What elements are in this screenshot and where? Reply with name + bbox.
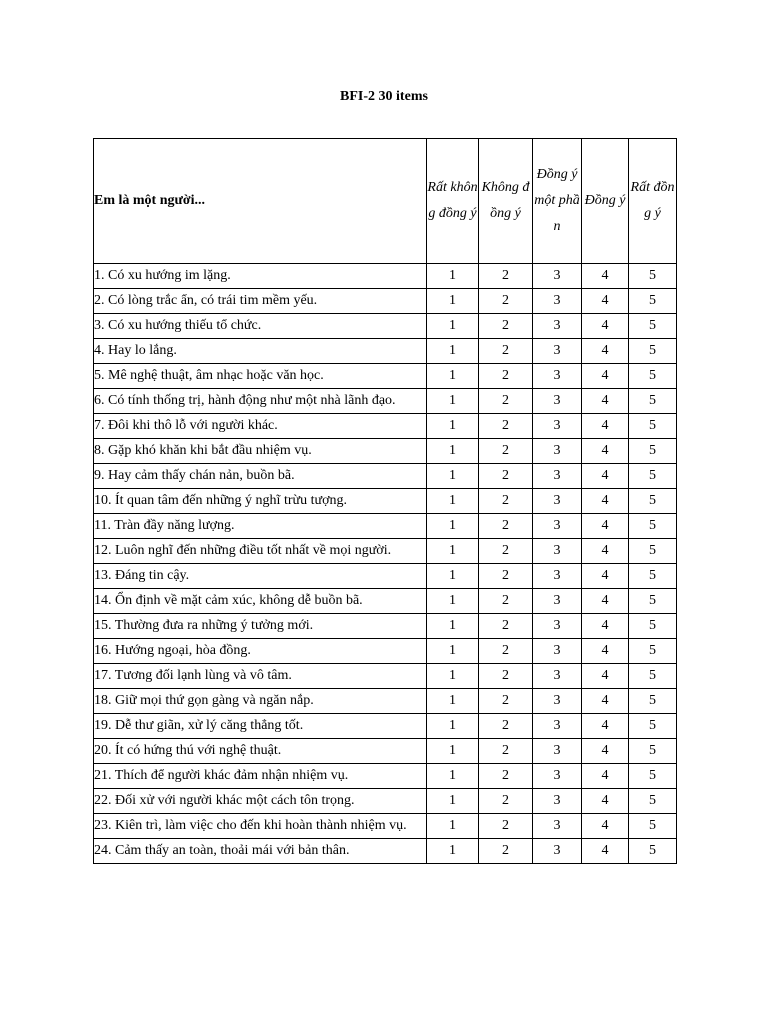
rating-option-3[interactable]: 3 <box>533 589 582 614</box>
item-text: 4. Hay lo lắng. <box>94 339 427 364</box>
rating-option-2[interactable]: 2 <box>479 489 533 514</box>
item-text: 22. Đối xử với người khác một cách tôn trọng. <box>94 789 427 814</box>
table-row <box>94 439 677 464</box>
rating-option-2[interactable]: 2 <box>479 589 533 614</box>
rating-option-2[interactable]: 2 <box>479 614 533 639</box>
table-row <box>94 539 677 564</box>
rating-option-4[interactable]: 4 <box>582 814 629 839</box>
rating-option-1[interactable]: 1 <box>427 739 479 764</box>
rating-option-3[interactable]: 3 <box>533 839 582 864</box>
rating-option-4[interactable]: 4 <box>582 314 629 339</box>
rating-option-2[interactable]: 2 <box>479 789 533 814</box>
rating-option-5[interactable]: 5 <box>629 839 677 864</box>
rating-option-5[interactable]: 5 <box>629 564 677 589</box>
rating-option-4[interactable]: 4 <box>582 489 629 514</box>
rating-option-1[interactable]: 1 <box>427 289 479 314</box>
rating-option-2[interactable]: 2 <box>479 514 533 539</box>
rating-option-1[interactable]: 1 <box>427 639 479 664</box>
rating-option-5[interactable]: 5 <box>629 289 677 314</box>
survey-table <box>93 138 677 864</box>
rating-option-1[interactable]: 1 <box>427 714 479 739</box>
rating-option-4[interactable]: 4 <box>582 339 629 364</box>
rating-option-5[interactable]: 5 <box>629 739 677 764</box>
item-text: 14. Ổn định về mặt cảm xúc, không dễ buồn bã. <box>94 589 427 614</box>
rating-option-4[interactable]: 4 <box>582 589 629 614</box>
rating-option-4[interactable]: 4 <box>582 414 629 439</box>
table-row <box>94 789 677 814</box>
rating-option-5[interactable]: 5 <box>629 789 677 814</box>
rating-option-5[interactable]: 5 <box>629 314 677 339</box>
item-text: 13. Đáng tin cậy. <box>94 564 427 589</box>
item-text: 16. Hướng ngoại, hòa đồng. <box>94 639 427 664</box>
item-text: 5. Mê nghệ thuật, âm nhạc hoặc văn học. <box>94 364 427 389</box>
rating-option-5[interactable]: 5 <box>629 364 677 389</box>
rating-option-4[interactable]: 4 <box>582 789 629 814</box>
table-row <box>94 639 677 664</box>
rating-option-1[interactable]: 1 <box>427 389 479 414</box>
rating-option-4[interactable]: 4 <box>582 714 629 739</box>
rating-option-1[interactable]: 1 <box>427 514 479 539</box>
rating-option-4[interactable]: 4 <box>582 389 629 414</box>
table-row <box>94 314 677 339</box>
rating-option-2[interactable]: 2 <box>479 814 533 839</box>
rating-option-5[interactable]: 5 <box>629 689 677 714</box>
rating-option-5[interactable]: 5 <box>629 389 677 414</box>
rating-option-2[interactable]: 2 <box>479 564 533 589</box>
rating-option-4[interactable]: 4 <box>582 689 629 714</box>
item-text: 12. Luôn nghĩ đến những điều tốt nhất về mọi người. <box>94 539 427 564</box>
rating-option-4[interactable]: 4 <box>582 839 629 864</box>
item-text: 15. Thường đưa ra những ý tưởng mới. <box>94 614 427 639</box>
rating-option-5[interactable]: 5 <box>629 639 677 664</box>
rating-option-4[interactable]: 4 <box>582 739 629 764</box>
rating-option-4[interactable]: 4 <box>582 539 629 564</box>
rating-option-2[interactable]: 2 <box>479 714 533 739</box>
option-header-partly-agree: Đồng ý một phần <box>533 139 582 264</box>
rating-option-3[interactable]: 3 <box>533 264 582 289</box>
item-text: 8. Gặp khó khăn khi bắt đầu nhiệm vụ. <box>94 439 427 464</box>
rating-option-3[interactable]: 3 <box>533 789 582 814</box>
rating-option-3[interactable]: 3 <box>533 764 582 789</box>
table-row <box>94 689 677 714</box>
table-row <box>94 764 677 789</box>
table-row <box>94 364 677 389</box>
rating-option-3[interactable]: 3 <box>533 539 582 564</box>
rating-option-3[interactable]: 3 <box>533 614 582 639</box>
rating-option-4[interactable]: 4 <box>582 264 629 289</box>
rating-option-5[interactable]: 5 <box>629 589 677 614</box>
rating-option-3[interactable]: 3 <box>533 489 582 514</box>
table-row <box>94 839 677 864</box>
rating-option-5[interactable]: 5 <box>629 439 677 464</box>
rating-option-2[interactable]: 2 <box>479 414 533 439</box>
rating-option-5[interactable]: 5 <box>629 539 677 564</box>
option-header-agree: Đồng ý <box>582 139 629 264</box>
table-row <box>94 389 677 414</box>
rating-option-4[interactable]: 4 <box>582 614 629 639</box>
option-header-disagree: Không đồng ý <box>479 139 533 264</box>
table-row <box>94 339 677 364</box>
rating-option-1[interactable]: 1 <box>427 789 479 814</box>
table-row <box>94 664 677 689</box>
rating-option-4[interactable]: 4 <box>582 564 629 589</box>
table-row <box>94 489 677 514</box>
item-text: 10. Ít quan tâm đến những ý nghĩ trừu tượng. <box>94 489 427 514</box>
item-text: 3. Có xu hướng thiếu tổ chức. <box>94 314 427 339</box>
item-text: 21. Thích để người khác đảm nhận nhiệm vụ. <box>94 764 427 789</box>
rating-option-2[interactable]: 2 <box>479 439 533 464</box>
rating-option-1[interactable]: 1 <box>427 414 479 439</box>
rating-option-5[interactable]: 5 <box>629 264 677 289</box>
rating-option-5[interactable]: 5 <box>629 339 677 364</box>
rating-option-5[interactable]: 5 <box>629 614 677 639</box>
rating-option-1[interactable]: 1 <box>427 339 479 364</box>
rating-option-1[interactable]: 1 <box>427 764 479 789</box>
rating-option-3[interactable]: 3 <box>533 339 582 364</box>
rating-option-1[interactable]: 1 <box>427 839 479 864</box>
rating-option-4[interactable]: 4 <box>582 464 629 489</box>
table-row <box>94 614 677 639</box>
table-row <box>94 514 677 539</box>
table-row <box>94 264 677 289</box>
survey-body <box>94 264 677 864</box>
table-row <box>94 814 677 839</box>
rating-option-4[interactable]: 4 <box>582 639 629 664</box>
rating-option-4[interactable]: 4 <box>582 364 629 389</box>
rating-option-1[interactable]: 1 <box>427 689 479 714</box>
item-text: 24. Cảm thấy an toàn, thoải mái với bản thân. <box>94 839 427 864</box>
rating-option-3[interactable]: 3 <box>533 664 582 689</box>
rating-option-1[interactable]: 1 <box>427 589 479 614</box>
rating-option-5[interactable]: 5 <box>629 714 677 739</box>
item-text: 18. Giữ mọi thứ gọn gàng và ngăn nắp. <box>94 689 427 714</box>
item-text: 7. Đôi khi thô lỗ với người khác. <box>94 414 427 439</box>
item-text: 19. Dễ thư giãn, xử lý căng thẳng tốt. <box>94 714 427 739</box>
rating-option-2[interactable]: 2 <box>479 364 533 389</box>
item-text: 23. Kiên trì, làm việc cho đến khi hoàn thành nhiệm vụ. <box>94 814 427 839</box>
rating-option-3[interactable]: 3 <box>533 564 582 589</box>
rating-option-3[interactable]: 3 <box>533 314 582 339</box>
rating-option-1[interactable]: 1 <box>427 814 479 839</box>
rating-option-2[interactable]: 2 <box>479 539 533 564</box>
rating-option-3[interactable]: 3 <box>533 414 582 439</box>
rating-option-3[interactable]: 3 <box>533 639 582 664</box>
item-text: 2. Có lòng trắc ẩn, có trái tim mềm yếu. <box>94 289 427 314</box>
rating-option-4[interactable]: 4 <box>582 439 629 464</box>
rating-option-3[interactable]: 3 <box>533 289 582 314</box>
item-text: 11. Tràn đầy năng lượng. <box>94 514 427 539</box>
item-text: 20. Ít có hứng thú với nghệ thuật. <box>94 739 427 764</box>
rating-option-3[interactable]: 3 <box>533 739 582 764</box>
table-row <box>94 564 677 589</box>
rating-option-5[interactable]: 5 <box>629 514 677 539</box>
table-row <box>94 714 677 739</box>
rating-option-4[interactable]: 4 <box>582 289 629 314</box>
rating-option-2[interactable]: 2 <box>479 314 533 339</box>
table-header-row <box>94 139 677 264</box>
page-title: BFI-2 30 items <box>340 89 428 104</box>
rating-option-3[interactable]: 3 <box>533 364 582 389</box>
rating-option-2[interactable]: 2 <box>479 389 533 414</box>
rating-option-1[interactable]: 1 <box>427 439 479 464</box>
rating-option-2[interactable]: 2 <box>479 289 533 314</box>
rating-option-4[interactable]: 4 <box>582 514 629 539</box>
option-header-strongly-agree: Rất đồng ý <box>629 139 677 264</box>
rating-option-3[interactable]: 3 <box>533 439 582 464</box>
item-text: 6. Có tính thống trị, hành động như một nhà lãnh đạo. <box>94 389 427 414</box>
rating-option-5[interactable]: 5 <box>629 664 677 689</box>
item-text: 1. Có xu hướng im lặng. <box>94 264 427 289</box>
item-text: 17. Tương đối lạnh lùng và vô tâm. <box>94 664 427 689</box>
item-text: 9. Hay cảm thấy chán nản, buồn bã. <box>94 464 427 489</box>
rating-option-1[interactable]: 1 <box>427 464 479 489</box>
table-row <box>94 464 677 489</box>
rating-option-1[interactable]: 1 <box>427 614 479 639</box>
rating-option-2[interactable]: 2 <box>479 464 533 489</box>
rating-option-3[interactable]: 3 <box>533 389 582 414</box>
option-header-strongly-disagree: Rất không đồng ý <box>427 139 479 264</box>
rating-option-5[interactable]: 5 <box>629 464 677 489</box>
rating-option-2[interactable]: 2 <box>479 739 533 764</box>
rating-option-3[interactable]: 3 <box>533 714 582 739</box>
rating-option-2[interactable]: 2 <box>479 764 533 789</box>
table-row <box>94 589 677 614</box>
rating-option-2[interactable]: 2 <box>479 264 533 289</box>
rating-option-1[interactable]: 1 <box>427 564 479 589</box>
rating-option-1[interactable]: 1 <box>427 664 479 689</box>
rating-option-5[interactable]: 5 <box>629 414 677 439</box>
rating-option-1[interactable]: 1 <box>427 489 479 514</box>
rating-option-1[interactable]: 1 <box>427 264 479 289</box>
rating-option-2[interactable]: 2 <box>479 339 533 364</box>
table-row <box>94 414 677 439</box>
rating-option-3[interactable]: 3 <box>533 514 582 539</box>
rating-option-3[interactable]: 3 <box>533 689 582 714</box>
rating-option-5[interactable]: 5 <box>629 814 677 839</box>
rating-option-3[interactable]: 3 <box>533 814 582 839</box>
table-row <box>94 289 677 314</box>
table-row <box>94 739 677 764</box>
rating-option-1[interactable]: 1 <box>427 539 479 564</box>
rating-option-3[interactable]: 3 <box>533 464 582 489</box>
rating-option-1[interactable]: 1 <box>427 314 479 339</box>
rating-option-4[interactable]: 4 <box>582 764 629 789</box>
item-column-header: Em là một người... <box>94 139 427 264</box>
rating-option-5[interactable]: 5 <box>629 764 677 789</box>
rating-option-1[interactable]: 1 <box>427 364 479 389</box>
rating-option-2[interactable]: 2 <box>479 664 533 689</box>
rating-option-4[interactable]: 4 <box>582 664 629 689</box>
rating-option-2[interactable]: 2 <box>479 639 533 664</box>
rating-option-5[interactable]: 5 <box>629 489 677 514</box>
rating-option-2[interactable]: 2 <box>479 839 533 864</box>
rating-option-2[interactable]: 2 <box>479 689 533 714</box>
